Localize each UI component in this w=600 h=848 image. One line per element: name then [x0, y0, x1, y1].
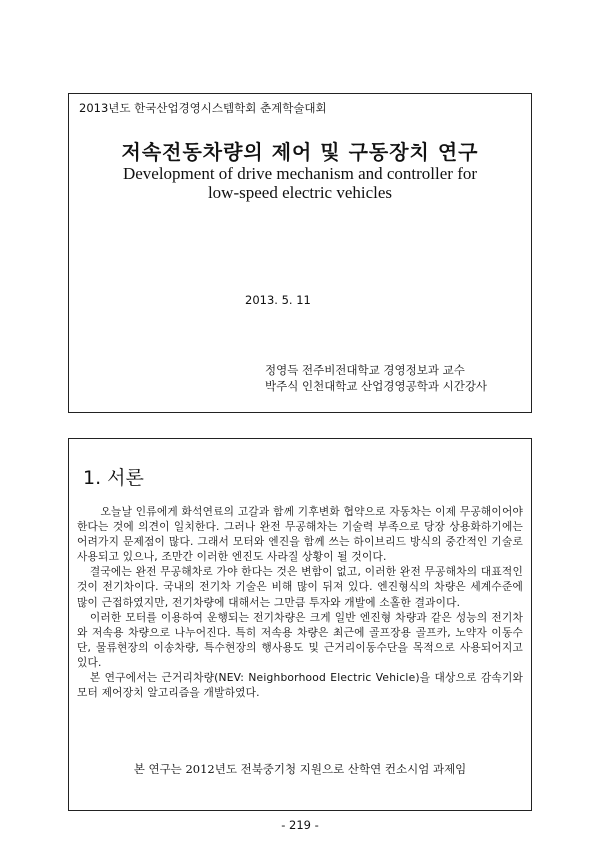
- english-title-line-2: low-speed electric vehicles: [207, 183, 393, 202]
- body-box: [68, 438, 532, 811]
- paragraph-3: 이러한 모터를 이용하여 운행되는 전기차량은 크게 일반 엔진형 차량과 같은 성능의 전기차와 저속용 차량으로 나누어진다. 특히 저속용 차량은 최근에 골프장용 골프카, 노약자 이동수단, 물류현장의 이송차량, 특수현장의 행사용도 및 근거리이동수단을 목적으로 사용되어지고 있다.: [77, 610, 523, 669]
- date: 2013. 5. 11: [245, 293, 311, 307]
- english-title: [69, 164, 531, 202]
- authors: [265, 362, 487, 394]
- title-box: [68, 93, 532, 413]
- conference-name: 2013년도 한국산업경영시스템학회 춘계학술대회: [79, 101, 327, 115]
- funding-note: 본 연구는 2012년도 전북중기청 지원으로 산학연 컨소시엄 과제임: [133, 762, 467, 776]
- section-heading: 1. 서론: [83, 467, 144, 489]
- paragraph-1: 오늘날 인류에게 화석연료의 고갈과 함께 기후변화 협약으로 자동차는 이제 무공해이어야 한다는 것에 의견이 일치한다. 그러나 완전 무공해차는 기술력 부족으로 당장 상용화하기에는 어려가지 문제점이 많다. 그래서 모터와 엔진을 함께 쓰는 하이브리드 방식의 중간적인 기술로 사용되고 있으나, 조만간 이러한 엔진도 사라질 상황이 될 것이다.: [77, 505, 523, 564]
- author-2: 박주식 인천대학교 산업경영공학과 시간강사: [265, 379, 488, 393]
- english-title-line-1: Development of drive mechanism and controller for: [122, 164, 478, 183]
- korean-title: 저속전동차량의 제어 및 구동장치 연구: [121, 140, 479, 164]
- paragraph-2: 결국에는 완전 무공해차로 가야 한다는 것은 변함이 없고, 이러한 완전 무공해차의 대표적인 것이 전기차이다. 국내의 전기차 기술은 비해 많이 뒤져 있다. 엔진형식의 차량은 세계수준에 많이 근접하였지만, 전기차량에 대해서는 그만큼 투자와 개발에 소홀한 결과이다.: [77, 565, 523, 609]
- paragraph-4: 본 연구에서는 근거리차량(NEV: Neighborhood Electric Vehicle)을 대상으로 감속기와 모터 제어장치 알고리즘을 개발하였다.: [77, 671, 523, 700]
- author-1: 정영득 전주비전대학교 경영정보과 교수: [265, 363, 465, 377]
- page-number: - 219 -: [281, 818, 319, 832]
- body-text: [77, 504, 523, 700]
